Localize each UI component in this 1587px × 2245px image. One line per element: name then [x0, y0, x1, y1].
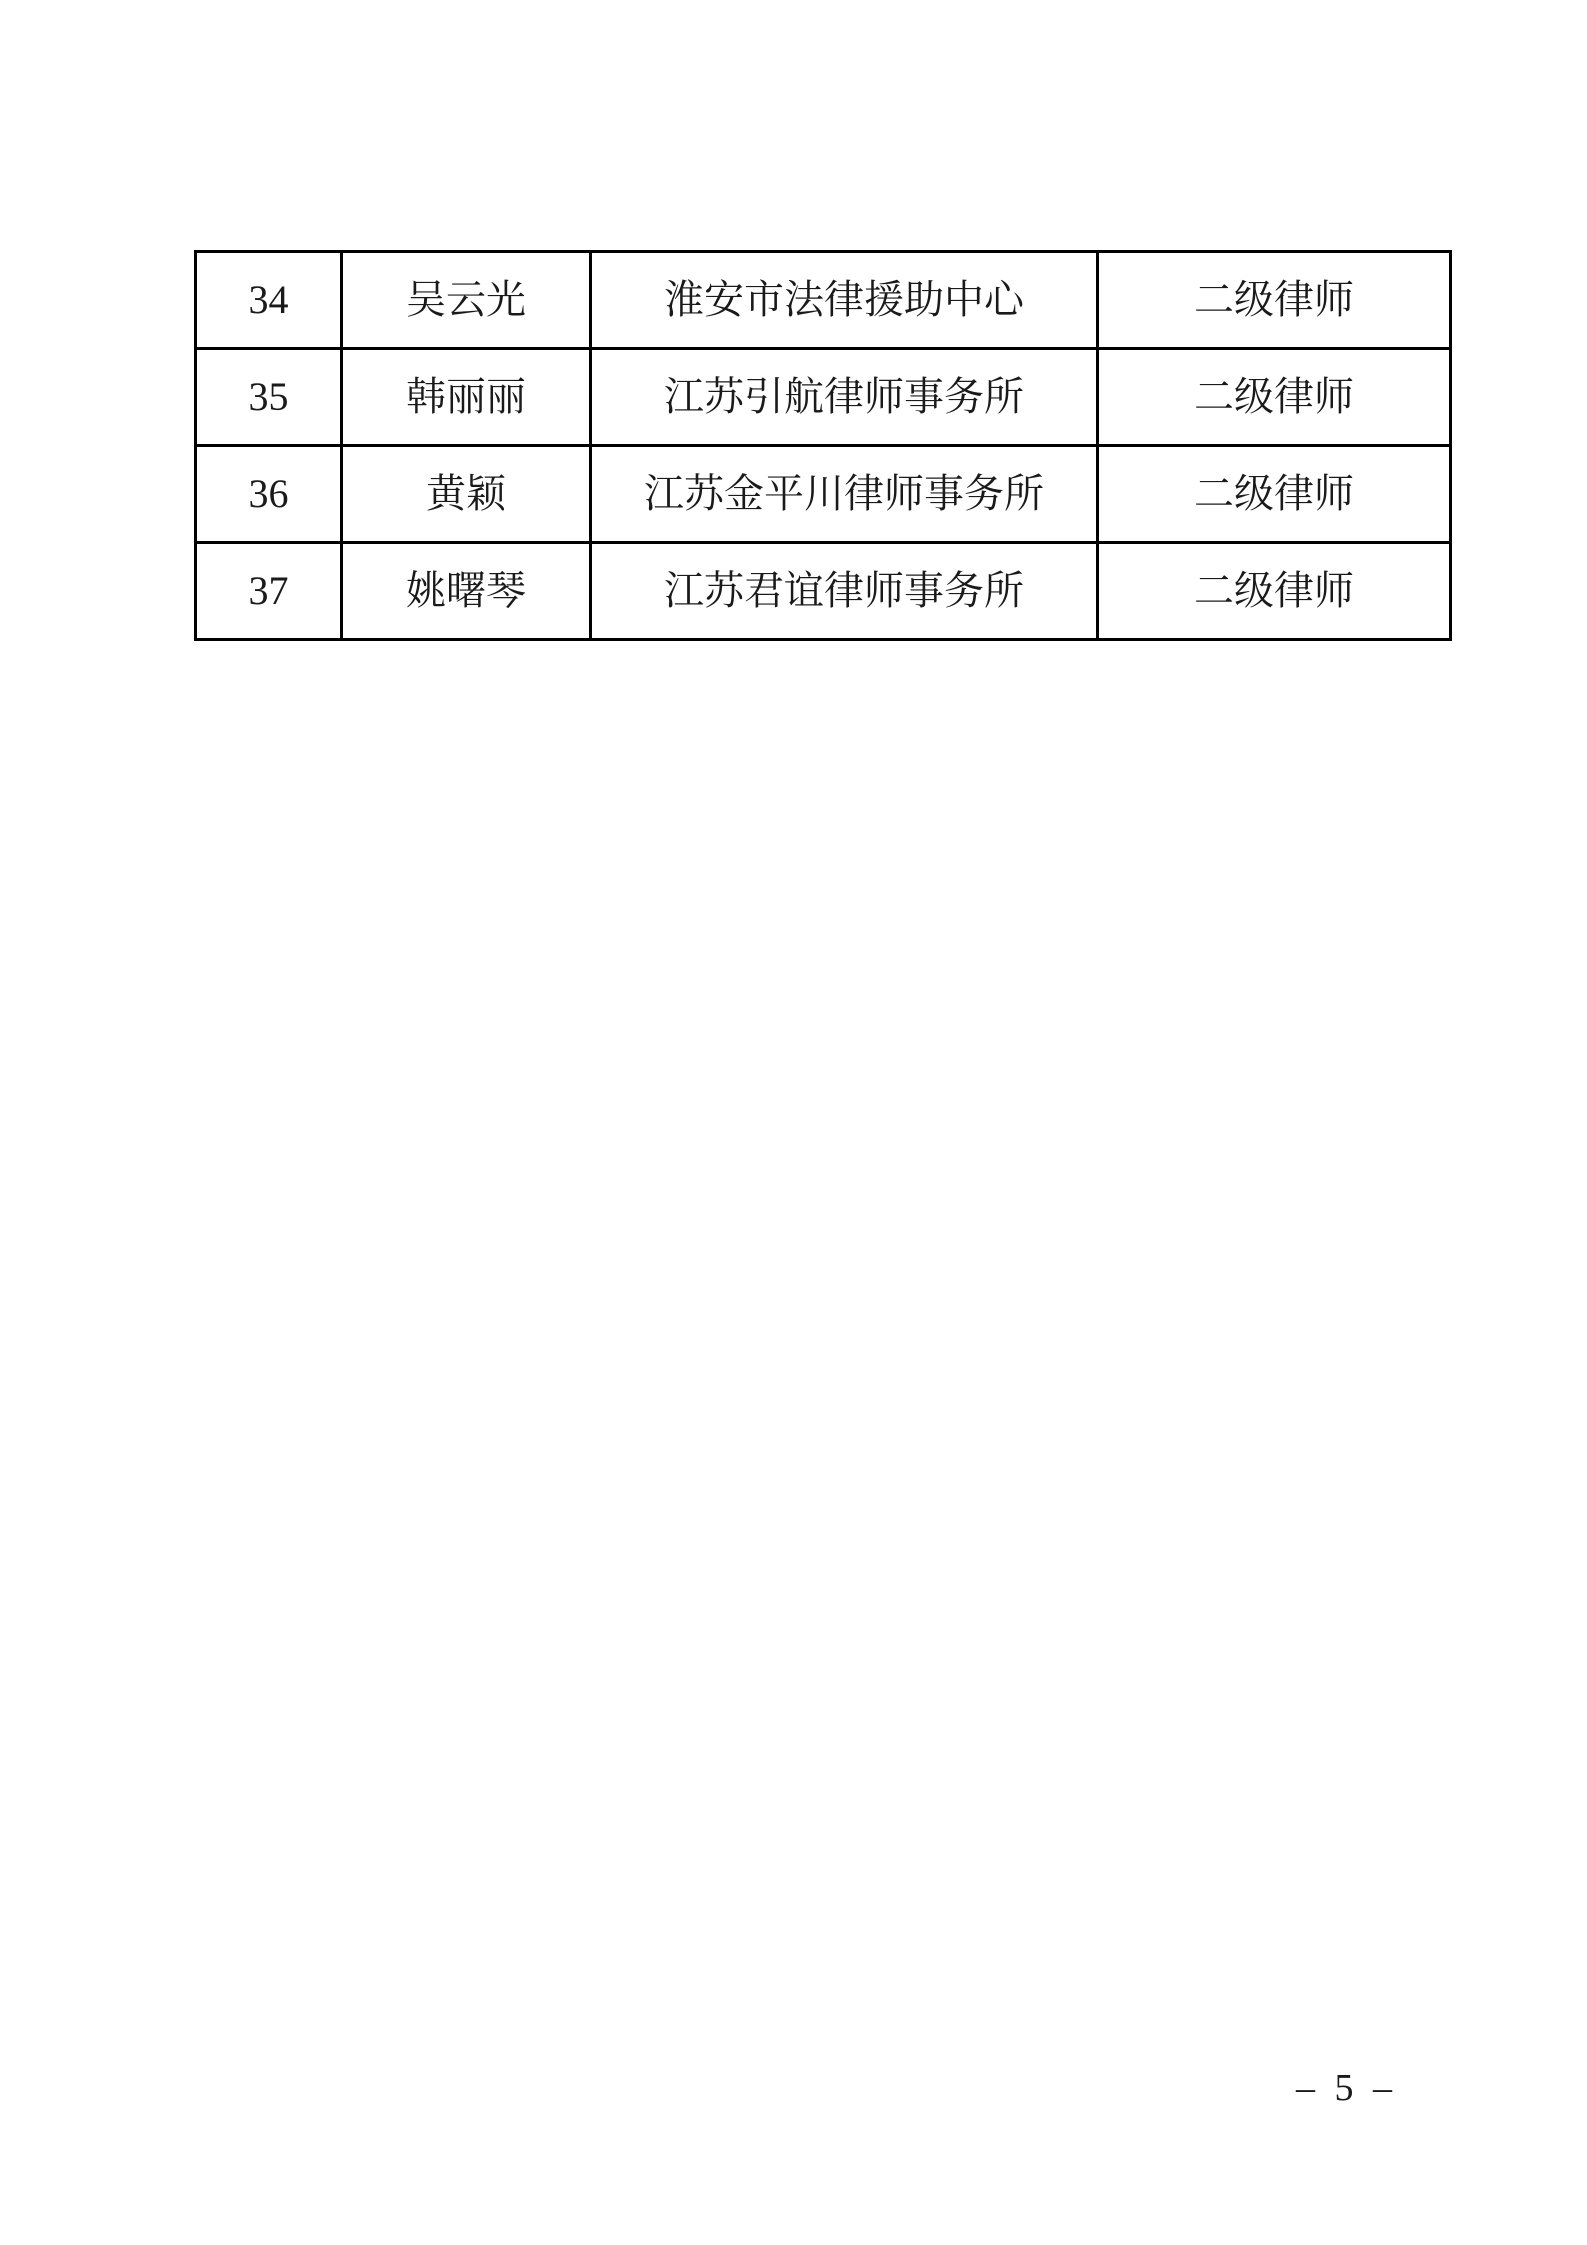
name-cell: 韩丽丽 [342, 349, 591, 446]
title-cell: 二级律师 [1098, 543, 1451, 640]
lawyer-roster-table [194, 250, 1452, 641]
row-number-cell: 36 [196, 446, 342, 543]
lawyer-roster-table-body [196, 252, 1451, 640]
table-row [196, 543, 1451, 640]
organization-cell: 江苏引航律师事务所 [591, 349, 1098, 446]
row-number-cell: 34 [196, 252, 342, 349]
title-cell: 二级律师 [1098, 349, 1451, 446]
name-cell: 姚曙琴 [342, 543, 591, 640]
title-cell: 二级律师 [1098, 252, 1451, 349]
name-cell: 吴云光 [342, 252, 591, 349]
row-number-cell: 37 [196, 543, 342, 640]
organization-cell: 淮安市法律援助中心 [591, 252, 1098, 349]
organization-cell: 江苏君谊律师事务所 [591, 543, 1098, 640]
table-row [196, 252, 1451, 349]
name-cell: 黄颖 [342, 446, 591, 543]
row-number-cell: 35 [196, 349, 342, 446]
table-row [196, 349, 1451, 446]
table-row [196, 446, 1451, 543]
title-cell: 二级律师 [1098, 446, 1451, 543]
page-number: – 5 – [1296, 2067, 1397, 2109]
organization-cell: 江苏金平川律师事务所 [591, 446, 1098, 543]
